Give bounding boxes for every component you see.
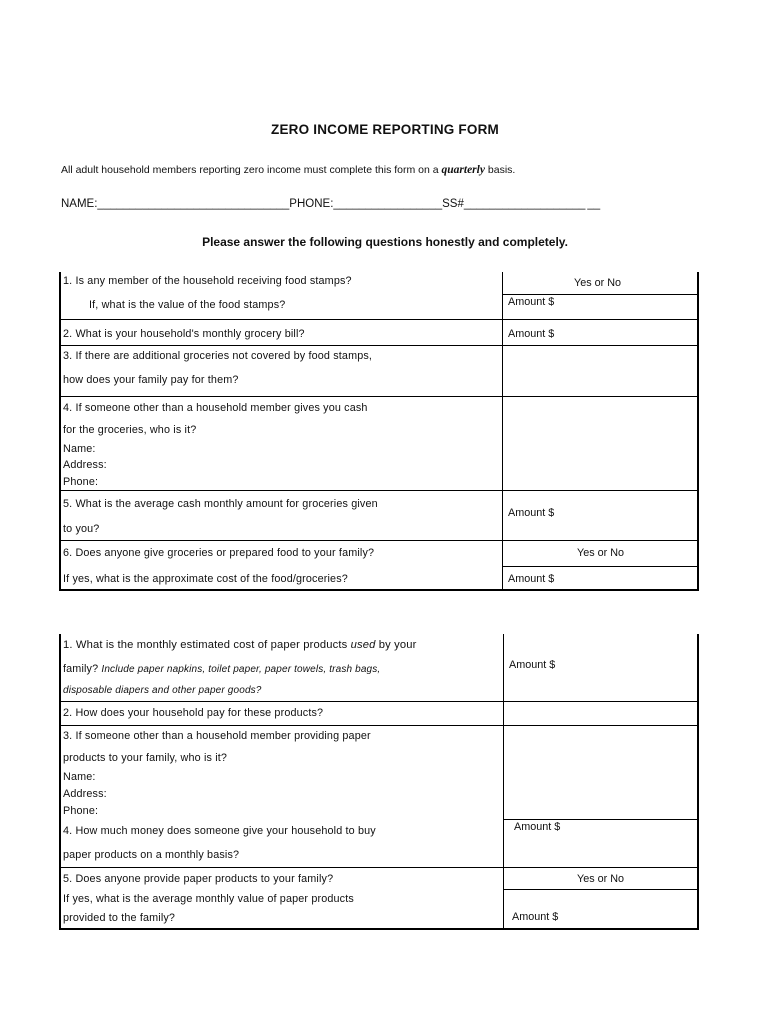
paper-q1-line1	[63, 639, 416, 651]
food-q4-line2: for the groceries, who is it?	[63, 424, 197, 436]
food-q5-line1: 5. What is the average cash monthly amount for groceries given	[63, 498, 378, 510]
paper-rule	[504, 889, 698, 890]
paper-divider	[503, 634, 504, 930]
fields-text[interactable]: NAME:______________________________PHONE:_________________SS#___________________	[61, 198, 586, 210]
food-rule	[59, 589, 699, 591]
paper-q1-line1a: 1. What is the monthly estimated cost of paper products	[63, 639, 351, 651]
paper-q3-line1: 3. If someone other than a household member providing paper	[63, 730, 371, 742]
paper-q1-line2	[63, 663, 380, 675]
paper-q3-name: Name:	[63, 771, 96, 783]
food-q6-line1: 6. Does anyone give groceries or prepared food to your family?	[63, 547, 375, 559]
food-q3-line2: how does your family pay for them?	[63, 374, 239, 386]
paper-q1-line3: disposable diapers and other paper goods?	[63, 685, 262, 696]
paper-right-border	[697, 634, 699, 930]
food-q1-sub: If, what is the value of the food stamps?	[89, 299, 286, 311]
paper-rule	[60, 867, 698, 868]
food-q4-address: Address:	[63, 459, 107, 471]
paper-rule	[60, 725, 698, 726]
fields-tail: __	[587, 198, 601, 210]
food-q4-name: Name:	[63, 443, 96, 455]
food-q3-answer-box[interactable]	[506, 350, 694, 392]
food-q1: 1. Is any member of the household receiving food stamps?	[63, 275, 352, 287]
food-q1-amount[interactable]: Amount $	[508, 296, 555, 308]
paper-q1-line2a: family?	[63, 663, 102, 675]
paper-q3-line2: products to your family, who is it?	[63, 752, 228, 764]
paper-q3-address: Address:	[63, 788, 107, 800]
food-rule	[60, 345, 698, 346]
paper-q1-line1c: by your	[375, 639, 417, 651]
food-rule	[60, 490, 698, 491]
paper-q2: 2. How does your household pay for these products?	[63, 707, 324, 719]
paper-q1-used: used	[350, 639, 376, 651]
food-q2-amount[interactable]: Amount $	[508, 328, 555, 340]
food-rule	[60, 319, 698, 320]
paper-q4-amount[interactable]: Amount $	[514, 821, 561, 833]
identity-fields-line[interactable]	[61, 198, 600, 210]
intro-text	[61, 164, 515, 176]
intro-before: All adult household members reporting zero income must complete this form on a	[61, 164, 442, 176]
food-q2: 2. What is your household's monthly grocery bill?	[63, 328, 305, 340]
paper-q5-line1: 5. Does anyone provide paper products to your family?	[63, 873, 334, 885]
food-q5-line2: to you?	[63, 523, 100, 535]
food-q1-yes-no[interactable]: Yes or No	[574, 277, 622, 289]
food-rule	[60, 396, 698, 397]
paper-left-border	[59, 634, 61, 930]
food-q6-amount[interactable]: Amount $	[508, 573, 555, 585]
instructions: Please answer the following questions honestly and completely.	[202, 235, 568, 249]
food-rule	[503, 566, 697, 567]
paper-q1-line2b: Include paper napkins, toilet paper, paper towels, trash bags,	[101, 664, 381, 675]
food-q4-answer-box[interactable]	[506, 400, 694, 486]
food-q6-line2: If yes, what is the approximate cost of the food/groceries?	[63, 573, 348, 585]
paper-q4-line1: 4. How much money does someone give your household to buy	[63, 825, 376, 837]
form-title: ZERO INCOME REPORTING FORM	[271, 122, 499, 137]
paper-rule	[60, 701, 698, 702]
intro-after: basis.	[484, 164, 516, 176]
paper-q5-line2: If yes, what is the average monthly value of paper products	[63, 893, 354, 905]
food-q4-line1: 4. If someone other than a household member gives you cash	[63, 402, 368, 414]
intro-emphasis: quarterly	[441, 164, 485, 176]
paper-q4-line2: paper products on a monthly basis?	[63, 849, 240, 861]
food-q5-amount[interactable]: Amount $	[508, 507, 555, 519]
paper-rule	[504, 819, 698, 820]
paper-q3-answer-box[interactable]	[507, 729, 695, 815]
paper-rule	[59, 928, 699, 930]
food-q6-yes-no[interactable]: Yes or No	[577, 547, 625, 559]
paper-q1-amount[interactable]: Amount $	[509, 659, 556, 671]
paper-q2-answer-box[interactable]	[507, 704, 695, 722]
paper-q5-amount[interactable]: Amount $	[512, 911, 559, 923]
food-rule	[60, 540, 698, 541]
food-rule	[503, 294, 697, 295]
paper-q3-phone: Phone:	[63, 805, 99, 817]
food-q3-line1: 3. If there are additional groceries not covered by food stamps,	[63, 350, 373, 362]
paper-q5-yes-no[interactable]: Yes or No	[577, 873, 625, 885]
food-q4-phone: Phone:	[63, 476, 99, 488]
paper-q5-line3: provided to the family?	[63, 912, 176, 924]
